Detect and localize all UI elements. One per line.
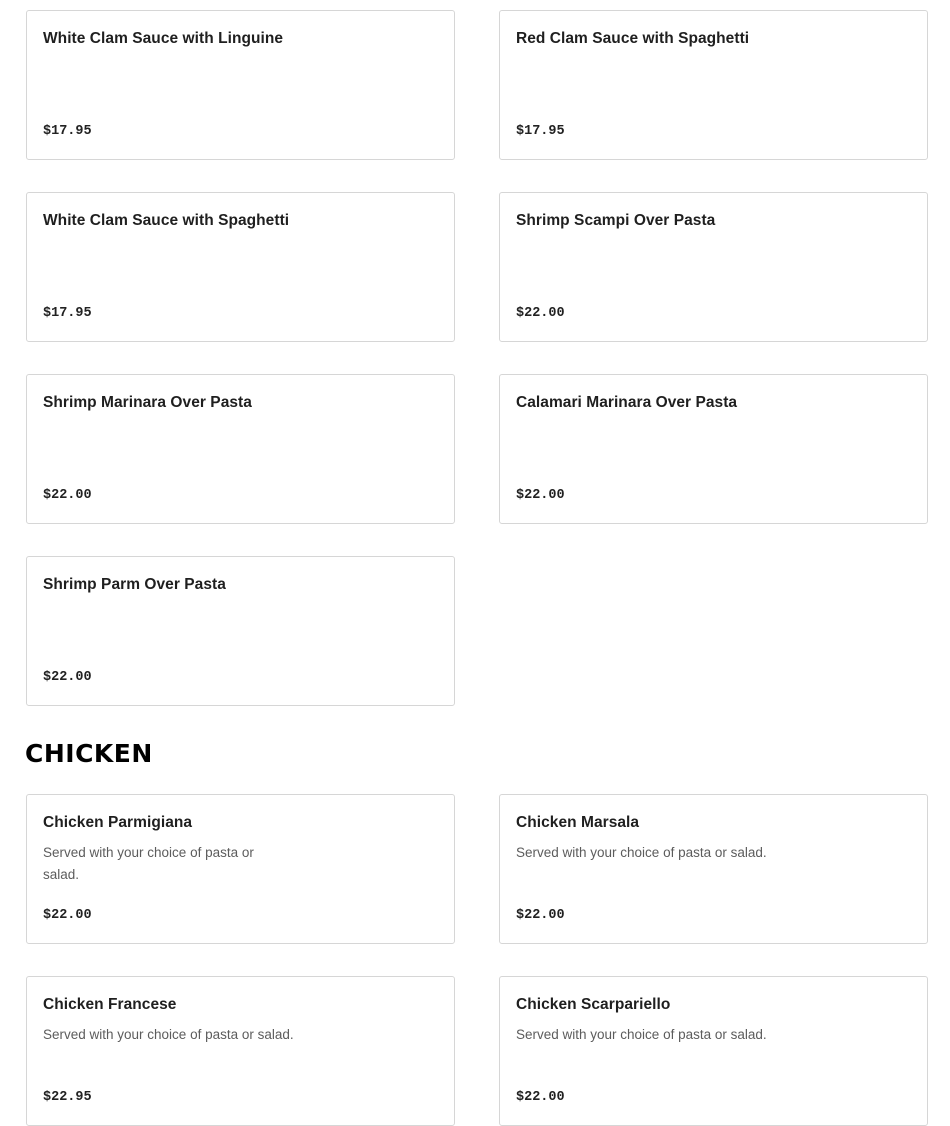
menu-item-price: $22.00 [516, 488, 565, 503]
menu-item-price: $22.00 [516, 1090, 565, 1105]
menu-item-name: White Clam Sauce with Linguine [43, 30, 284, 47]
menu-item-price: $22.00 [43, 908, 92, 923]
menu-item-name: Chicken Marsala [516, 814, 640, 831]
menu-item-card[interactable] [499, 192, 928, 342]
menu-item-price: $22.95 [43, 1090, 92, 1105]
menu-item-card[interactable] [26, 374, 455, 524]
menu-item-price: $22.00 [43, 670, 92, 685]
menu-item-card[interactable] [26, 10, 455, 160]
menu-item-price: $22.00 [516, 306, 565, 321]
menu-item-name: Red Clam Sauce with Spaghetti [516, 30, 750, 47]
menu-item-name: Chicken Francese [43, 996, 177, 1013]
menu-item-card[interactable] [499, 10, 928, 160]
menu-item-price: $22.00 [516, 908, 565, 923]
menu-item-price: $17.95 [43, 124, 92, 139]
menu-item-card[interactable] [499, 794, 928, 944]
menu-item-name: Shrimp Marinara Over Pasta [43, 394, 252, 411]
menu-item-description: Served with your choice of pasta or salad. [43, 845, 254, 882]
menu-item-name: Shrimp Scampi Over Pasta [516, 212, 716, 229]
menu-item-description: Served with your choice of pasta or salad. [516, 1027, 767, 1042]
menu-item-card[interactable] [26, 556, 455, 706]
menu-item-name: Chicken Scarpariello [516, 996, 671, 1013]
menu-item-name: White Clam Sauce with Spaghetti [43, 212, 290, 229]
menu-item-price: $22.00 [43, 488, 92, 503]
menu-item-description: Served with your choice of pasta or salad. [43, 1027, 294, 1042]
menu-item-price: $17.95 [516, 124, 565, 139]
menu-item-name: Shrimp Parm Over Pasta [43, 576, 226, 593]
menu-item-name: Calamari Marinara Over Pasta [516, 394, 738, 411]
menu-item-description: Served with your choice of pasta or salad. [516, 845, 767, 860]
menu-item-name: Chicken Parmigiana [43, 814, 193, 831]
menu-item-card[interactable] [26, 192, 455, 342]
menu-item-card[interactable] [499, 374, 928, 524]
menu-item-price: $17.95 [43, 306, 92, 321]
menu-item-card[interactable] [26, 794, 455, 944]
section-heading-chicken: CHICKEN [25, 739, 153, 768]
